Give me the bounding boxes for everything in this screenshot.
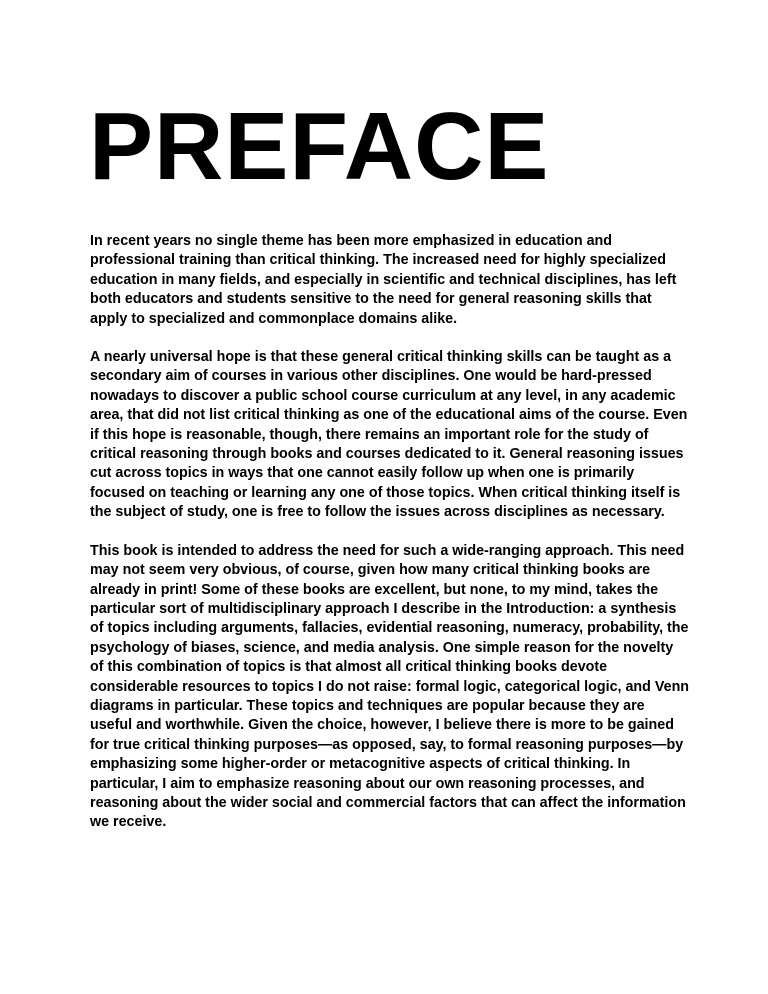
paragraph-1: In recent years no single theme has been more emphasized in education and professional training than critical thinking. The increased need for highly specialized education in many fields, and especially in scientific and technical disciplines, has left both educators and students sensitive to the need for general reasoning skills that apply to specialized and commonplace domains alike. bbox=[90, 233, 677, 327]
preface-body bbox=[90, 232, 690, 852]
paragraph-2: A nearly universal hope is that these general critical thinking skills can be taught as a secondary aim of courses in various other disciplines. One would be hard-pressed nowadays to discover a public school course curriculum at any level, in any academic area, that did not list critical thinking as one of the educational aims of the course. Even if this hope is reasonable, though, there remains an important role for the study of critical reasoning through books and courses dedicated to it. General reasoning issues cut across topics in ways that one cannot easily follow up when one is primarily focused on teaching or learning any one of those topics. When critical thinking itself is the subject of study, one is free to follow the issues across disciplines as necessary. bbox=[90, 349, 688, 521]
paragraph-3: This book is intended to address the need for such a wide-ranging approach. This need may not seem very obvious, of course, given how many critical thinking books are already in print! Some of these books are excellent, but none, to my mind, takes the particular sort of multidisciplinary approach I describe in the Introduction: a synthesis of topics including arguments, fallacies, evidential reasoning, numeracy, probability, the psychology of biases, science, and media analysis. One simple reason for the novelty of this combination of topics is that almost all critical thinking books devote considerable resources to topics I do not raise: formal logic, categorical logic, and Venn diagrams in particular. These topics and techniques are popular because they are useful and worthwhile. Given the choice, however, I believe there is more to be gained for true critical thinking purposes—as opposed, say, to formal reasoning purposes—by emphasizing some higher-order or metacognitive aspects of critical thinking. In particular, I aim to emphasize reasoning about our own reasoning processes, and reasoning about the wider social and commercial factors that can affect the information we receive. bbox=[90, 542, 690, 831]
page-title: PREFACE bbox=[89, 93, 550, 200]
